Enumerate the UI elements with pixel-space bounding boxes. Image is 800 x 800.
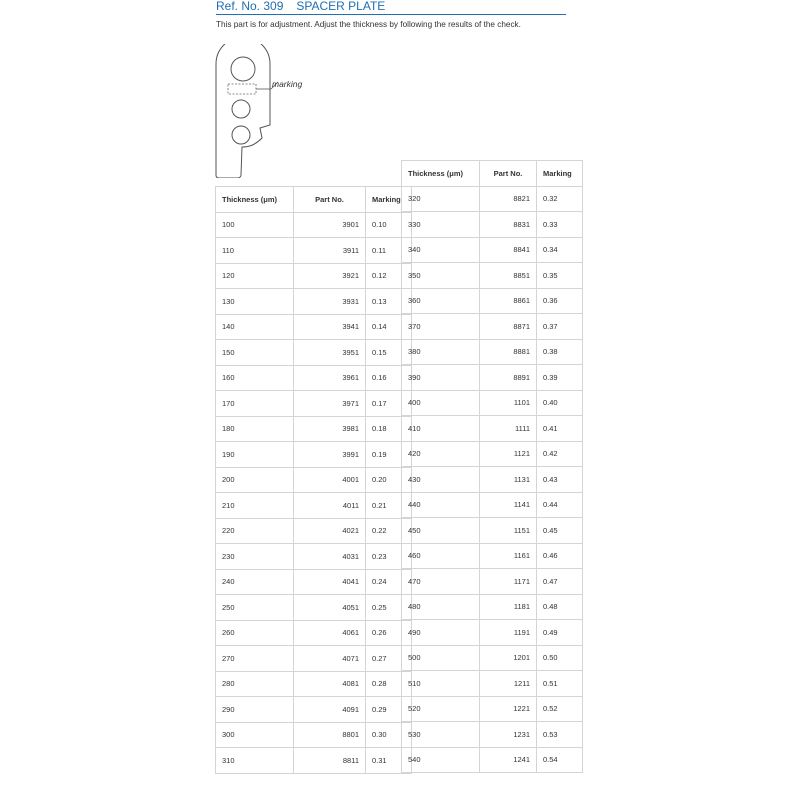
marking-cell: 0.27 xyxy=(366,646,412,672)
marking-cell: 0.15 xyxy=(366,340,412,366)
col-thickness-header: Thickness (μm) xyxy=(216,187,294,213)
part-no-cell: 1201 xyxy=(480,645,537,671)
part-no-cell: 1111 xyxy=(480,416,537,442)
marking-cell: 0.12 xyxy=(366,263,412,289)
thickness-cell: 240 xyxy=(216,569,294,595)
part-no-cell: 4081 xyxy=(294,671,366,697)
table-row xyxy=(216,340,412,366)
part-no-cell: 8851 xyxy=(480,263,537,289)
marking-cell: 0.49 xyxy=(537,620,583,646)
marking-cell: 0.51 xyxy=(537,671,583,697)
part-no-cell: 3941 xyxy=(294,314,366,340)
table-row xyxy=(216,289,412,315)
table-row xyxy=(402,696,583,722)
thickness-cell: 340 xyxy=(402,237,480,263)
marking-cell: 0.19 xyxy=(366,442,412,468)
spacer-plate-diagram xyxy=(214,44,324,178)
marking-cell: 0.10 xyxy=(366,212,412,238)
thickness-cell: 350 xyxy=(402,263,480,289)
table-row xyxy=(402,237,583,263)
part-no-cell: 8861 xyxy=(480,288,537,314)
marking-cell: 0.33 xyxy=(537,212,583,238)
table-row xyxy=(216,748,412,774)
col-part-no-header: Part No. xyxy=(294,187,366,213)
marking-cell: 0.21 xyxy=(366,493,412,519)
marking-cell: 0.26 xyxy=(366,620,412,646)
hole-3 xyxy=(232,126,250,144)
table-row xyxy=(402,620,583,646)
table-row xyxy=(402,339,583,365)
table-row xyxy=(402,288,583,314)
part-no-cell: 3961 xyxy=(294,365,366,391)
marking-cell: 0.32 xyxy=(537,186,583,212)
part-no-cell: 1181 xyxy=(480,594,537,620)
part-no-cell: 1211 xyxy=(480,671,537,697)
thickness-cell: 540 xyxy=(402,747,480,773)
part-no-cell: 8881 xyxy=(480,339,537,365)
thickness-cell: 510 xyxy=(402,671,480,697)
part-no-cell: 3901 xyxy=(294,212,366,238)
marking-cell: 0.40 xyxy=(537,390,583,416)
thickness-cell: 280 xyxy=(216,671,294,697)
part-no-cell: 1141 xyxy=(480,492,537,518)
marking-cell: 0.37 xyxy=(537,314,583,340)
marking-cell: 0.53 xyxy=(537,722,583,748)
table-row xyxy=(216,467,412,493)
part-no-cell: 1231 xyxy=(480,722,537,748)
col-part-no-header: Part No. xyxy=(480,161,537,187)
thickness-cell: 230 xyxy=(216,544,294,570)
table-row xyxy=(216,238,412,264)
part-no-cell: 4001 xyxy=(294,467,366,493)
thickness-cell: 260 xyxy=(216,620,294,646)
part-no-cell: 3951 xyxy=(294,340,366,366)
marking-cell: 0.28 xyxy=(366,671,412,697)
part-no-cell: 1171 xyxy=(480,569,537,595)
thickness-cell: 420 xyxy=(402,441,480,467)
thickness-cell: 190 xyxy=(216,442,294,468)
thickness-cell: 110 xyxy=(216,238,294,264)
hole-2 xyxy=(232,100,250,118)
part-no-cell: 1241 xyxy=(480,747,537,773)
thickness-cell: 390 xyxy=(402,365,480,391)
ref-number: Ref. No. 309 xyxy=(216,0,284,13)
part-no-cell: 1131 xyxy=(480,467,537,493)
table-row xyxy=(216,518,412,544)
thickness-cell: 430 xyxy=(402,467,480,493)
part-no-cell: 4071 xyxy=(294,646,366,672)
part-no-cell: 3911 xyxy=(294,238,366,264)
table-row xyxy=(216,595,412,621)
table-row xyxy=(402,441,583,467)
table-row xyxy=(216,493,412,519)
thickness-cell: 520 xyxy=(402,696,480,722)
thickness-cell: 320 xyxy=(402,186,480,212)
part-no-cell: 4051 xyxy=(294,595,366,621)
part-no-cell: 3981 xyxy=(294,416,366,442)
page-title xyxy=(216,0,566,15)
marking-cell: 0.17 xyxy=(366,391,412,417)
part-no-cell: 1191 xyxy=(480,620,537,646)
table-row xyxy=(216,416,412,442)
table-row xyxy=(402,492,583,518)
marking-cell: 0.23 xyxy=(366,544,412,570)
thickness-cell: 180 xyxy=(216,416,294,442)
part-no-cell: 8811 xyxy=(294,748,366,774)
col-marking-header: Marking xyxy=(537,161,583,187)
thickness-cell: 300 xyxy=(216,722,294,748)
marking-cell: 0.54 xyxy=(537,747,583,773)
marking-cell: 0.36 xyxy=(537,288,583,314)
marking-cell: 0.42 xyxy=(537,441,583,467)
marking-cell: 0.22 xyxy=(366,518,412,544)
thickness-cell: 170 xyxy=(216,391,294,417)
thickness-cell: 120 xyxy=(216,263,294,289)
table-row xyxy=(402,671,583,697)
thickness-cell: 310 xyxy=(216,748,294,774)
marking-cell: 0.47 xyxy=(537,569,583,595)
marking-cell: 0.34 xyxy=(537,237,583,263)
table-body xyxy=(216,212,412,773)
thickness-cell: 440 xyxy=(402,492,480,518)
marking-cell: 0.52 xyxy=(537,696,583,722)
table-body xyxy=(402,186,583,773)
marking-cell: 0.16 xyxy=(366,365,412,391)
marking-cell: 0.31 xyxy=(366,748,412,774)
thickness-cell: 220 xyxy=(216,518,294,544)
table-row xyxy=(402,212,583,238)
thickness-cell: 500 xyxy=(402,645,480,671)
table-header-row xyxy=(216,187,412,213)
hole-1 xyxy=(231,57,255,81)
part-no-cell: 3931 xyxy=(294,289,366,315)
marking-cell: 0.20 xyxy=(366,467,412,493)
table-row xyxy=(402,594,583,620)
table-row xyxy=(216,391,412,417)
thickness-cell: 140 xyxy=(216,314,294,340)
marking-cell: 0.50 xyxy=(537,645,583,671)
thickness-cell: 450 xyxy=(402,518,480,544)
spacer-table-right xyxy=(401,160,583,773)
table-row xyxy=(402,645,583,671)
part-no-cell: 8821 xyxy=(480,186,537,212)
table-row xyxy=(402,186,583,212)
thickness-cell: 100 xyxy=(216,212,294,238)
part-no-cell: 4061 xyxy=(294,620,366,646)
part-no-cell: 3971 xyxy=(294,391,366,417)
marking-cell: 0.29 xyxy=(366,697,412,723)
thickness-cell: 200 xyxy=(216,467,294,493)
table-row xyxy=(402,467,583,493)
table-header-row xyxy=(402,161,583,187)
part-no-cell: 1151 xyxy=(480,518,537,544)
part-no-cell: 3921 xyxy=(294,263,366,289)
marking-cell: 0.39 xyxy=(537,365,583,391)
table-row xyxy=(216,646,412,672)
thickness-cell: 360 xyxy=(402,288,480,314)
table-row xyxy=(216,722,412,748)
part-no-cell: 8831 xyxy=(480,212,537,238)
thickness-cell: 410 xyxy=(402,416,480,442)
part-no-cell: 8871 xyxy=(480,314,537,340)
marking-cell: 0.43 xyxy=(537,467,583,493)
table-row xyxy=(216,212,412,238)
thickness-cell: 290 xyxy=(216,697,294,723)
thickness-cell: 210 xyxy=(216,493,294,519)
thickness-cell: 150 xyxy=(216,340,294,366)
thickness-cell: 160 xyxy=(216,365,294,391)
part-no-cell: 1161 xyxy=(480,543,537,569)
thickness-cell: 370 xyxy=(402,314,480,340)
table-row xyxy=(216,314,412,340)
table-row xyxy=(402,569,583,595)
table-row xyxy=(402,416,583,442)
part-no-cell: 4091 xyxy=(294,697,366,723)
part-no-cell: 8841 xyxy=(480,237,537,263)
table-row xyxy=(216,620,412,646)
part-no-cell: 8801 xyxy=(294,722,366,748)
marking-cell: 0.11 xyxy=(366,238,412,264)
part-no-cell: 1221 xyxy=(480,696,537,722)
description-text: This part is for adjustment. Adjust the thickness by following the results of the check. xyxy=(216,20,521,29)
marking-cell: 0.38 xyxy=(537,339,583,365)
plate-outline xyxy=(216,44,270,178)
thickness-cell: 400 xyxy=(402,390,480,416)
marking-label: marking xyxy=(272,79,303,89)
thickness-cell: 530 xyxy=(402,722,480,748)
marking-cell: 0.45 xyxy=(537,518,583,544)
table-row xyxy=(402,365,583,391)
part-no-cell: 4041 xyxy=(294,569,366,595)
table-row xyxy=(216,544,412,570)
table-row xyxy=(402,314,583,340)
thickness-cell: 130 xyxy=(216,289,294,315)
marking-cell: 0.25 xyxy=(366,595,412,621)
marking-cell: 0.24 xyxy=(366,569,412,595)
table-row xyxy=(216,365,412,391)
part-no-cell: 4031 xyxy=(294,544,366,570)
col-marking-header: Marking xyxy=(366,187,412,213)
marking-area xyxy=(228,84,256,94)
table-row xyxy=(216,697,412,723)
table-row xyxy=(402,390,583,416)
table-row xyxy=(216,442,412,468)
table-row xyxy=(216,671,412,697)
table-row xyxy=(216,569,412,595)
part-no-cell: 3991 xyxy=(294,442,366,468)
marking-cell: 0.18 xyxy=(366,416,412,442)
part-no-cell: 1121 xyxy=(480,441,537,467)
marking-cell: 0.48 xyxy=(537,594,583,620)
marking-cell: 0.44 xyxy=(537,492,583,518)
table-row xyxy=(402,518,583,544)
spacer-table-left xyxy=(215,186,412,774)
thickness-cell: 470 xyxy=(402,569,480,595)
table-row xyxy=(402,543,583,569)
marking-cell: 0.13 xyxy=(366,289,412,315)
table-row xyxy=(402,747,583,773)
thickness-cell: 330 xyxy=(402,212,480,238)
part-no-cell: 1101 xyxy=(480,390,537,416)
thickness-cell: 480 xyxy=(402,594,480,620)
marking-cell: 0.46 xyxy=(537,543,583,569)
thickness-cell: 460 xyxy=(402,543,480,569)
part-name: SPACER PLATE xyxy=(296,0,386,13)
part-no-cell: 4021 xyxy=(294,518,366,544)
marking-cell: 0.30 xyxy=(366,722,412,748)
thickness-cell: 270 xyxy=(216,646,294,672)
thickness-cell: 250 xyxy=(216,595,294,621)
table-row xyxy=(402,722,583,748)
marking-cell: 0.41 xyxy=(537,416,583,442)
part-no-cell: 8891 xyxy=(480,365,537,391)
thickness-cell: 380 xyxy=(402,339,480,365)
table-row xyxy=(402,263,583,289)
table-row xyxy=(216,263,412,289)
marking-cell: 0.14 xyxy=(366,314,412,340)
marking-cell: 0.35 xyxy=(537,263,583,289)
col-thickness-header: Thickness (μm) xyxy=(402,161,480,187)
part-no-cell: 4011 xyxy=(294,493,366,519)
thickness-cell: 490 xyxy=(402,620,480,646)
